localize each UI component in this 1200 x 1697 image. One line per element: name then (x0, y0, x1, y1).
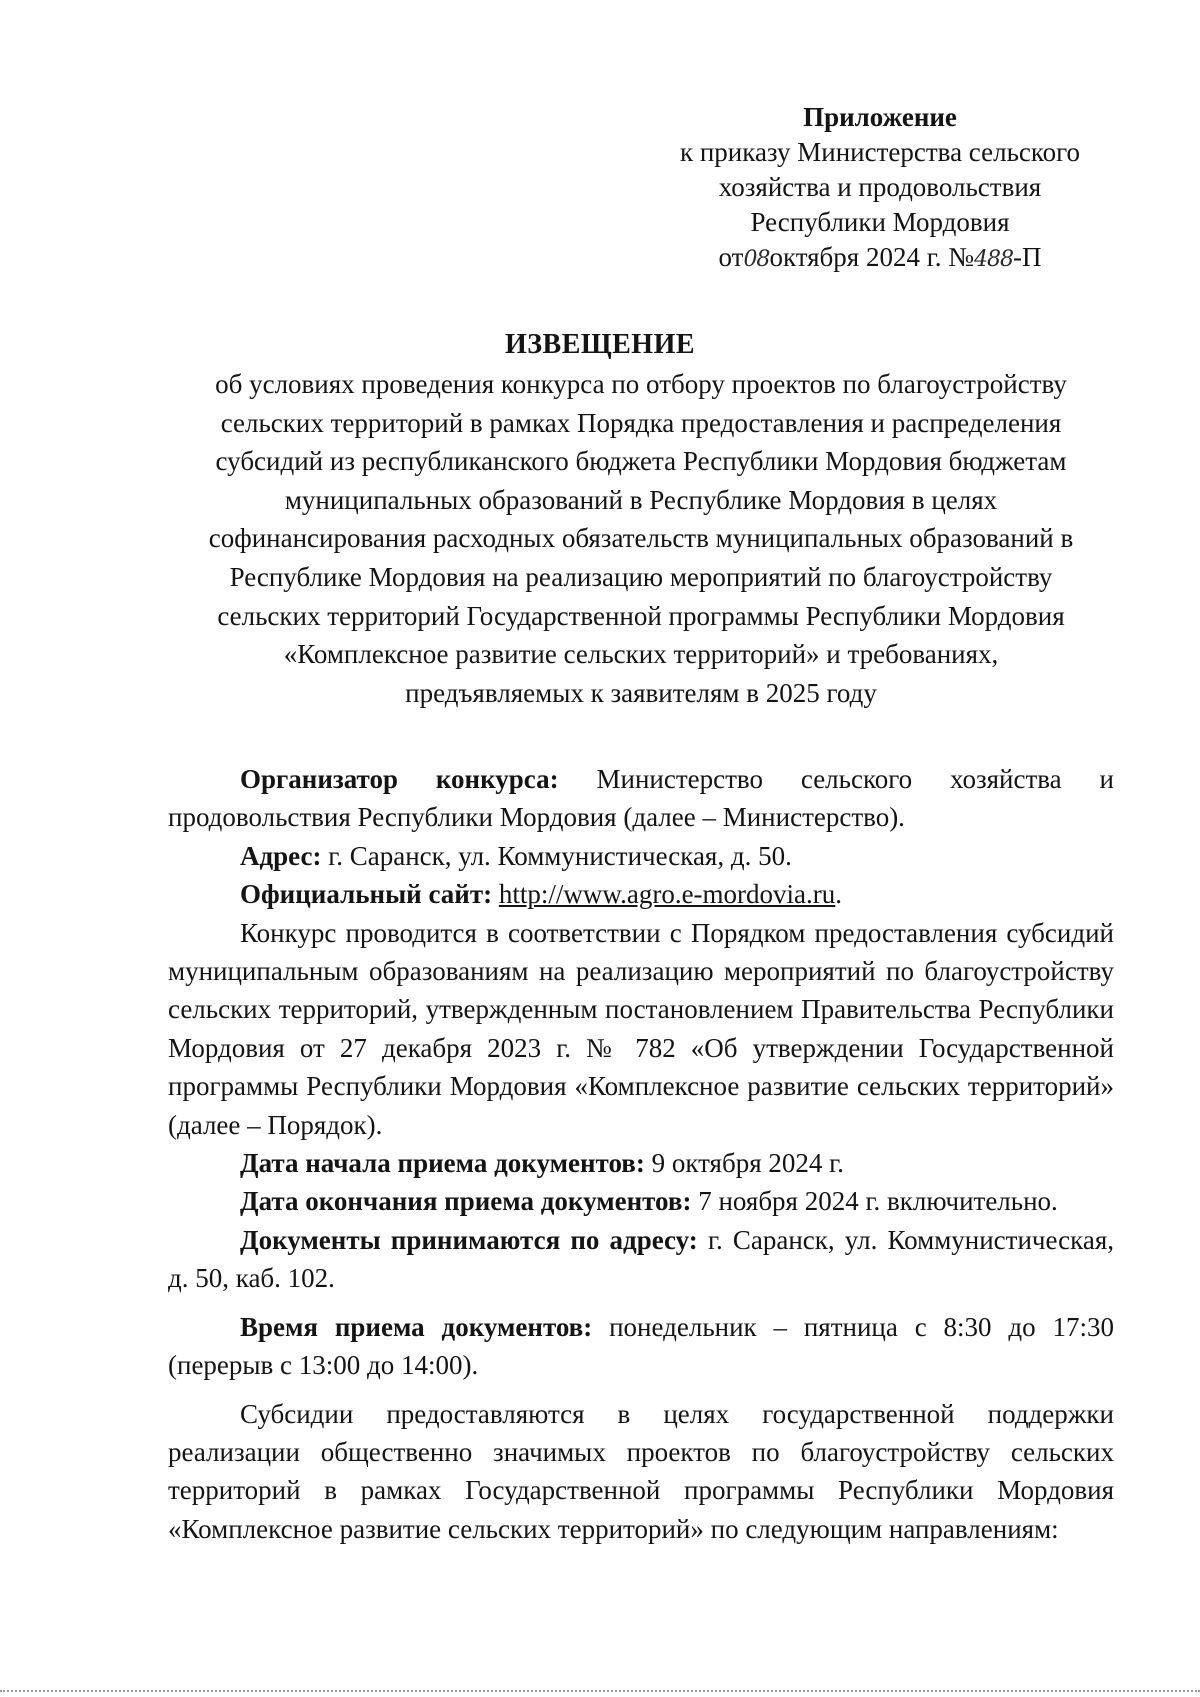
address-label: Адрес: (240, 840, 322, 871)
organizer-label: Организатор конкурса: (240, 764, 559, 794)
end-date-label: Дата окончания приема документов: (240, 1186, 692, 1217)
appendix-title: Приложение (803, 102, 957, 132)
organizer-paragraph (168, 760, 1114, 837)
appendix-header (620, 100, 1140, 277)
docs-address-paragraph (168, 1221, 1114, 1298)
subtitle-line: об условиях проведения конкурса по отбору проектов по благоустройству (215, 369, 1067, 399)
site-paragraph (168, 875, 1114, 913)
organizer-text: Министерство сельского хозяйства и продовольствия Республики Мордовия (далее – Министерство). (168, 764, 1115, 833)
subtitle-line: муниципальных образований в Республике Мордовия в целях (284, 484, 998, 515)
start-date-text: 9 октября 2024 г. (644, 1148, 844, 1179)
subtitle-line: софинансирования расходных обязательств муниципальных образований в (208, 523, 1074, 554)
docs-address-text: г. Саранск, ул. Коммунистическая, д. 50, каб. 102. (168, 1224, 1114, 1294)
time-paragraph (168, 1308, 1114, 1385)
notice-title: ИЗВЕЩЕНИЕ (504, 329, 696, 360)
subtitle-line: Республике Мордовия на реализацию мероприятий по благоустройству (229, 561, 1053, 592)
handwritten-day: 08 (743, 247, 770, 272)
notice-subtitle (168, 365, 1114, 712)
address-paragraph (168, 837, 1114, 875)
handwritten-order-number: 488 (974, 247, 1014, 272)
start-date-label: Дата начала приема документов: (240, 1148, 645, 1179)
subtitle-line: сельских территорий Государственной программы Республики Мордовия (217, 600, 1065, 631)
time-text: понедельник – пятница с 8:30 до 17:30 (перерыв с 13:00 до 14:00). (168, 1311, 1114, 1381)
site-link[interactable]: http://www.agro.e-mordovia.ru (498, 879, 836, 910)
start-date-paragraph (168, 1144, 1114, 1182)
spacer (168, 1385, 1114, 1395)
end-date-paragraph (168, 1182, 1114, 1220)
appendix-line-2: хозяйства и продовольствия (718, 172, 1042, 202)
address-text: г. Саранск, ул. Коммунистическая, д. 50. (321, 840, 792, 871)
scan-bottom-edge (0, 1690, 1200, 1692)
order-suffix: -П (1013, 242, 1042, 272)
end-date-text: 7 ноября 2024 г. включительно. (691, 1186, 1058, 1217)
site-label: Официальный сайт: (240, 879, 493, 910)
appendix-date-line (620, 240, 1140, 277)
date-middle: октября 2024 г. № (769, 242, 975, 272)
time-label: Время приема документов: (240, 1311, 593, 1342)
notice-body (168, 760, 1114, 1548)
site-end: . (835, 879, 843, 910)
subtitle-line: сельских территорий в рамках Порядка предоставления и распределения (220, 407, 1062, 438)
date-prefix: от (718, 242, 744, 272)
procedure-paragraph: Конкурс проводится в соответствии с Порядком предоставления субсидий муниципальным образованиям на реализацию мероприятий по благоустройству сельских территорий, утвержденным постановлением Правительства Республики Мордовия от 27 декабря 2023 г. № 782 «Об утверждении Государственной программы Республики Мордовия «Комплексное развитие сельских территорий» (далее – Порядок). (168, 917, 1114, 1140)
subtitle-line: «Комплексное развитие сельских территорий» и требованиях, (283, 639, 999, 670)
subtitle-line: субсидий из республиканского бюджета Республики Мордовия бюджетам (215, 446, 1067, 477)
subsidy-paragraph: Субсидии предоставляются в целях государственной поддержки реализации общественно значимых проектов по благоустройству сельских территорий в рамках Государственной программы Республики Мордовия «Комплексное развитие сельских территорий» по следующим направлениям: (168, 1398, 1114, 1544)
docs-address-label: Документы принимаются по адресу: (240, 1224, 698, 1255)
appendix-line-3: Республики Мордовия (750, 207, 1010, 237)
appendix-line-1: к приказу Министерства сельского (679, 137, 1081, 167)
subtitle-line: предъявляемых к заявителям в 2025 году (405, 677, 877, 708)
spacer (168, 1298, 1114, 1308)
